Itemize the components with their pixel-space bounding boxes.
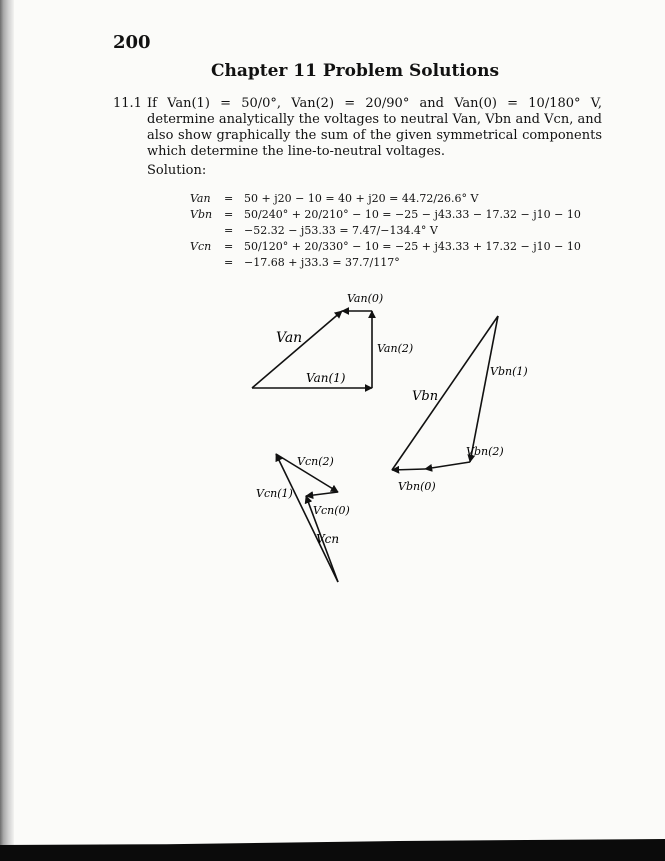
van-phasor-group xyxy=(252,292,413,388)
equation-operator: = xyxy=(224,192,234,205)
equation-lhs: Van xyxy=(190,192,211,205)
equation-lhs: Vcn xyxy=(190,240,212,253)
vcn0-arrow xyxy=(306,492,338,496)
vcn2-label: Vcn(2) xyxy=(297,455,334,468)
vcn0-label: Vcn(0) xyxy=(313,504,350,517)
vcn1-label: Vcn(1) xyxy=(256,487,293,500)
vcn-label: Vcn xyxy=(316,532,340,546)
equation-lhs: Vbn xyxy=(190,208,213,221)
van1-label: Van(1) xyxy=(306,371,346,385)
van-label: Van xyxy=(276,330,303,346)
equation-rhs: 50/120° + 20/330° − 10 = −25 + j43.33 + 17.32 − j10 − 10 xyxy=(244,240,581,253)
problem-statement: If Van(1) = 50/0°, Van(2) = 20/90° and Van(0) = 10/180° V, determine analytically the voltages to neutral Van, Vbn and Vcn, and also show graphically the sum of the given symmetrical components which determine the line-to-neutral voltages. xyxy=(147,96,602,159)
chapter-title: Chapter 11 Problem Solutions xyxy=(210,61,500,81)
vbn0-label: Vbn(0) xyxy=(398,480,436,493)
equation-operator: = xyxy=(224,224,234,237)
vbn-label: Vbn xyxy=(412,389,439,404)
vbn1-label: Vbn(1) xyxy=(490,365,528,378)
vbn2-arrow xyxy=(425,462,470,469)
vbn2-label: Vbn(2) xyxy=(466,445,504,458)
solution-label: Solution: xyxy=(147,163,207,178)
equation-rhs: −52.32 − j53.33 = 7.47/−134.4° V xyxy=(244,224,438,237)
problem-number: 11.1 xyxy=(113,96,142,111)
vbn1-arrow xyxy=(470,316,498,462)
equation-rhs: −17.68 + j33.3 = 37.7/117° xyxy=(244,256,400,269)
equation-operator: = xyxy=(224,208,234,221)
van2-label: Van(2) xyxy=(377,342,414,355)
equation-rhs: 50 + j20 − 10 = 40 + j20 = 44.72/26.6° V xyxy=(244,192,479,205)
vbn0-arrow xyxy=(392,469,425,470)
equation-rhs: 50/240° + 20/210° − 10 = −25 − j43.33 − 17.32 − j10 − 10 xyxy=(244,208,581,221)
van0-label: Van(0) xyxy=(347,292,384,305)
vcn-phasor-group xyxy=(256,454,350,582)
equation-operator: = xyxy=(224,240,234,253)
equation-operator: = xyxy=(224,256,234,269)
page-number: 200 xyxy=(113,32,151,53)
